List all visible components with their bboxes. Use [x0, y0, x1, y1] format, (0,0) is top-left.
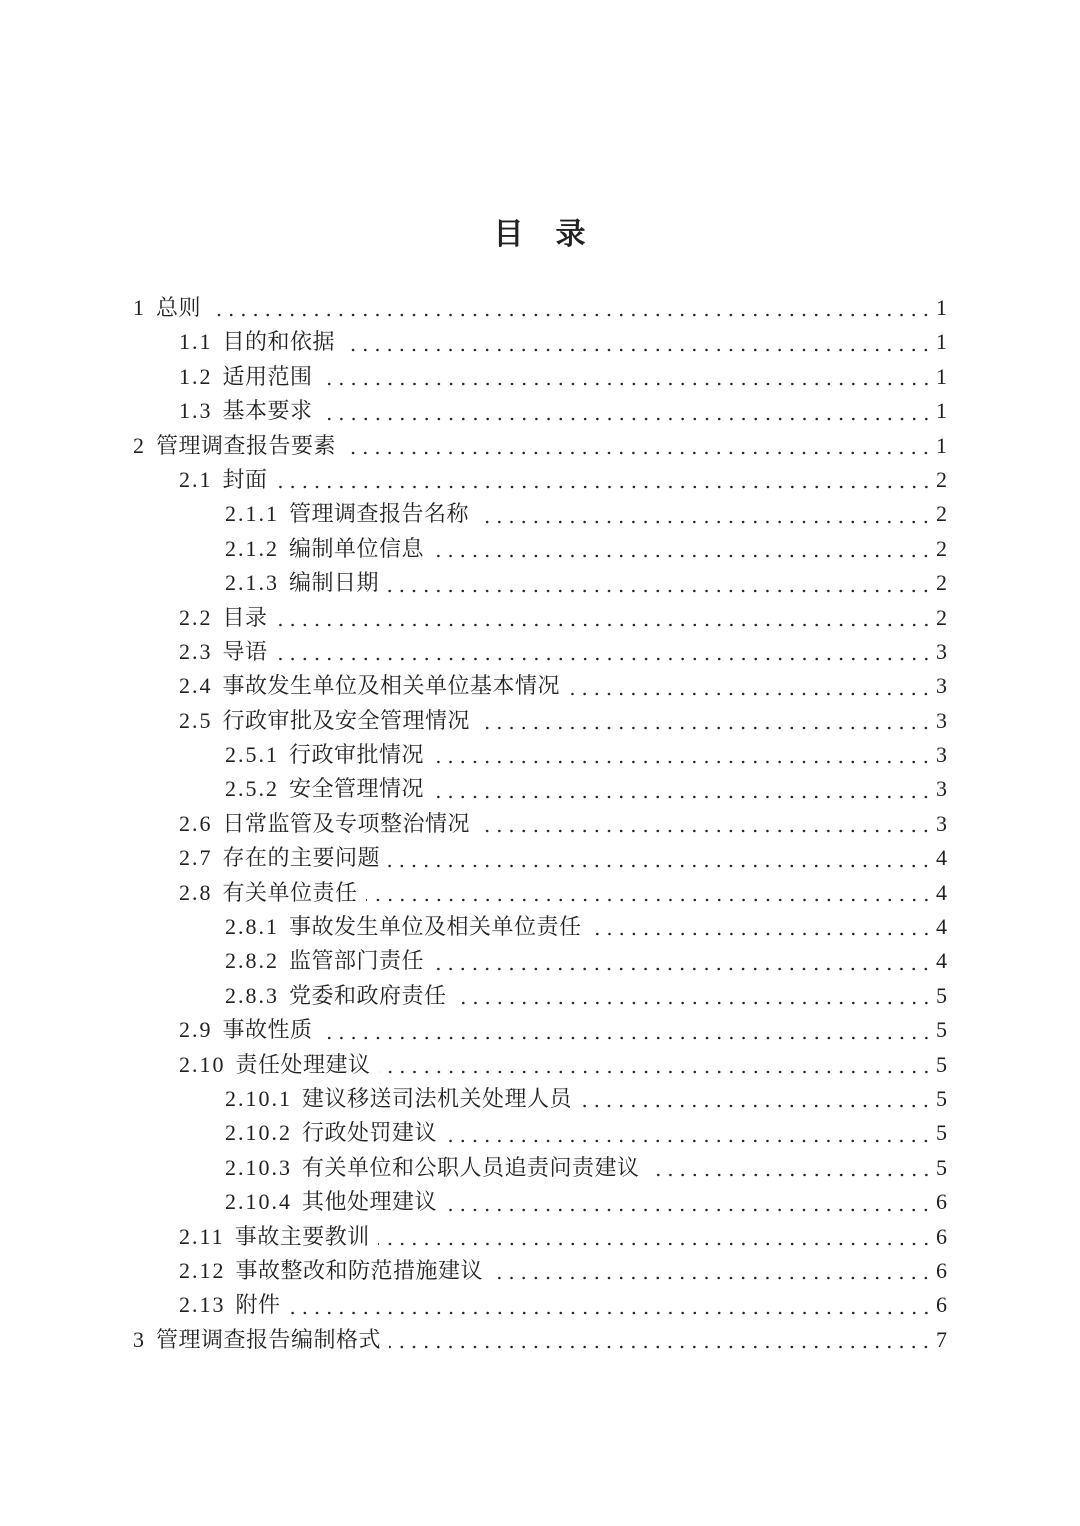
toc-entry — [133, 979, 947, 1013]
dot-leader-icon — [276, 657, 932, 661]
dot-leader-icon — [477, 520, 932, 524]
toc-entry-title: 导语 — [222, 638, 268, 664]
toc-entry-number: 2.8 — [179, 879, 213, 905]
dot-leader-icon — [568, 692, 932, 696]
toc-entry-number: 2.1.1 — [225, 501, 279, 527]
toc-entry — [133, 635, 947, 669]
toc-entry — [133, 601, 947, 635]
toc-entry — [133, 876, 947, 910]
toc-entry-title: 事故性质 — [222, 1017, 313, 1043]
toc-entry-title: 行政处罚建议 — [302, 1120, 438, 1146]
toc-entry-page: 6 — [936, 1257, 947, 1283]
toc-entry-number: 2.1.2 — [225, 535, 279, 561]
toc-entry-number: 2.4 — [179, 673, 213, 699]
toc-entry-number: 1.3 — [179, 398, 213, 424]
toc-entry — [133, 429, 947, 463]
dot-leader-icon — [445, 1208, 932, 1212]
toc-entry — [133, 497, 947, 531]
toc-entry-page: 2 — [936, 570, 947, 596]
dot-leader-icon — [276, 623, 932, 627]
toc-entry-title: 建议移送司法机关处理人员 — [302, 1085, 573, 1111]
toc-entry — [133, 1254, 947, 1288]
dot-leader-icon — [590, 932, 932, 936]
toc-entry-number: 2.5.2 — [225, 776, 279, 802]
dot-leader-icon — [379, 1070, 932, 1074]
toc-entry — [133, 704, 947, 738]
toc-entry-number: 2.2 — [179, 604, 213, 630]
toc-entry-number: 2.3 — [179, 638, 213, 664]
toc-entry — [133, 566, 947, 600]
toc-entry-title: 事故发生单位及相关单位责任 — [289, 914, 582, 940]
dot-leader-icon — [445, 1139, 932, 1143]
toc-entry-number: 2.6 — [179, 810, 213, 836]
toc-entry-page: 1 — [936, 398, 947, 424]
dot-leader-icon — [366, 898, 932, 902]
dot-leader-icon — [432, 760, 932, 764]
toc-entry — [133, 1116, 947, 1150]
toc-entry — [133, 291, 947, 325]
toc-entry-number: 2.8.3 — [225, 982, 279, 1008]
dot-leader-icon — [455, 1001, 932, 1005]
toc-entry-title: 目录 — [222, 604, 268, 630]
toc-entry-title: 安全管理情况 — [289, 776, 425, 802]
dot-leader-icon — [321, 1036, 932, 1040]
toc-entry-page: 6 — [936, 1189, 947, 1215]
toc-entry — [133, 1220, 947, 1254]
dot-leader-icon — [289, 1311, 932, 1315]
toc-entry-number: 2.13 — [179, 1292, 226, 1318]
toc-entry-page: 3 — [936, 810, 947, 836]
toc-entry-page: 1 — [936, 432, 947, 458]
toc-entry-page: 7 — [936, 1326, 947, 1352]
dot-leader-icon — [432, 554, 932, 558]
toc-entry — [133, 1048, 947, 1082]
toc-entry-page: 2 — [936, 466, 947, 492]
toc-entry-page: 2 — [936, 535, 947, 561]
dot-leader-icon — [580, 1104, 932, 1108]
toc-entry-number: 2.10.4 — [225, 1189, 292, 1215]
toc-entry — [133, 1288, 947, 1322]
toc-entry — [133, 394, 947, 428]
toc-entry-title: 管理调查报告名称 — [289, 501, 470, 527]
toc-entry-number: 2.10.1 — [225, 1085, 292, 1111]
toc-entry-title: 总则 — [156, 295, 202, 320]
toc-entry-page: 5 — [936, 1085, 947, 1111]
toc-entry — [133, 532, 947, 566]
toc-entry-number: 2.10.3 — [225, 1154, 292, 1180]
toc-entry-title: 存在的主要问题 — [222, 845, 381, 871]
toc-entry-title: 事故整改和防范措施建议 — [235, 1257, 484, 1283]
toc-entry-number: 1.2 — [179, 363, 213, 389]
toc-entry-number: 2.9 — [179, 1017, 213, 1043]
dot-leader-icon — [344, 451, 932, 455]
toc-entry-number: 2.7 — [179, 845, 213, 871]
toc-entry-title: 管理调查报告编制格式 — [156, 1326, 382, 1352]
toc-entry-page: 2 — [936, 604, 947, 630]
toc-entry-number: 2.5.1 — [225, 742, 279, 768]
toc-entry-number: 2.11 — [179, 1223, 225, 1249]
toc-entry-number: 2.12 — [179, 1257, 226, 1283]
toc-entry — [133, 910, 947, 944]
dot-leader-icon — [648, 1173, 932, 1177]
toc-entry — [133, 463, 947, 497]
dot-leader-icon — [432, 795, 932, 799]
toc-entry-page: 4 — [936, 914, 947, 940]
page-title: 目 录 — [493, 218, 587, 251]
toc-entry-page: 1 — [936, 329, 947, 355]
toc-entry-page: 4 — [936, 879, 947, 905]
toc-entry-title: 事故发生单位及相关单位基本情况 — [222, 673, 561, 699]
toc-entry-page: 5 — [936, 1051, 947, 1077]
toc-entry-title: 目的和依据 — [222, 329, 336, 355]
dot-leader-icon — [276, 485, 932, 489]
dot-leader-icon — [378, 1242, 932, 1246]
toc-entry-title: 封面 — [222, 466, 268, 492]
toc-entry-page: 1 — [936, 295, 947, 320]
toc-entry-number: 3 — [133, 1326, 146, 1352]
toc-entry-title: 适用范围 — [222, 363, 313, 389]
toc-entry-number: 2.10 — [179, 1051, 226, 1077]
toc-entry-title: 责任处理建议 — [235, 1051, 371, 1077]
toc-entry-title: 编制日期 — [289, 570, 380, 596]
toc-entry-number: 2.1 — [179, 466, 213, 492]
toc-entry-title: 管理调查报告要素 — [156, 432, 337, 458]
toc-entry-number: 2.10.2 — [225, 1120, 292, 1146]
toc-entry-title: 党委和政府责任 — [289, 982, 447, 1008]
toc-entry-title: 其他处理建议 — [302, 1189, 438, 1215]
toc-entry-title: 基本要求 — [222, 398, 313, 424]
toc-entry — [133, 1323, 947, 1357]
toc-entry-title: 日常监管及专项整治情况 — [222, 810, 471, 836]
dot-leader-icon — [343, 348, 932, 352]
dot-leader-icon — [389, 1345, 932, 1349]
toc-entry-number: 2.8.2 — [225, 948, 279, 974]
dot-leader-icon — [491, 1276, 932, 1280]
toc-entry-page: 5 — [936, 1120, 947, 1146]
toc-entry-number: 2.5 — [179, 707, 213, 733]
toc-entry-page: 5 — [936, 1017, 947, 1043]
toc-entry-page: 2 — [936, 501, 947, 527]
table-of-contents — [133, 291, 947, 1357]
toc-entry — [133, 772, 947, 806]
toc-entry-page: 5 — [936, 982, 947, 1008]
dot-leader-icon — [209, 313, 932, 317]
toc-entry-page: 3 — [936, 707, 947, 733]
toc-entry-number: 2.8.1 — [225, 914, 279, 940]
dot-leader-icon — [387, 589, 932, 593]
toc-entry — [133, 1013, 947, 1047]
toc-entry-number: 2.1.3 — [225, 570, 279, 596]
toc-entry-title: 事故主要教训 — [234, 1223, 370, 1249]
toc-entry-page: 5 — [936, 1154, 947, 1180]
dot-leader-icon — [388, 864, 932, 868]
toc-entry — [133, 807, 947, 841]
toc-entry-page: 3 — [936, 673, 947, 699]
toc-entry-page: 1 — [936, 363, 947, 389]
toc-entry-page: 3 — [936, 776, 947, 802]
toc-entry-title: 行政审批情况 — [289, 742, 425, 768]
toc-entry-title: 编制单位信息 — [289, 535, 425, 561]
toc-entry — [133, 841, 947, 875]
toc-entry-page: 6 — [936, 1292, 947, 1318]
toc-entry-number: 1 — [133, 295, 146, 320]
toc-entry — [133, 360, 947, 394]
toc-entry-page: 6 — [936, 1223, 947, 1249]
toc-entry — [133, 1151, 947, 1185]
dot-leader-icon — [478, 726, 932, 730]
toc-entry-title: 有关单位责任 — [222, 879, 358, 905]
toc-entry — [133, 1082, 947, 1116]
toc-entry-number: 1.1 — [179, 329, 213, 355]
toc-entry-number: 2 — [133, 432, 146, 458]
toc-entry-page: 4 — [936, 845, 947, 871]
toc-entry-title: 监管部门责任 — [289, 948, 425, 974]
toc-entry — [133, 944, 947, 978]
dot-leader-icon — [321, 382, 932, 386]
toc-entry-page: 4 — [936, 948, 947, 974]
toc-entry-title: 附件 — [235, 1292, 281, 1318]
dot-leader-icon — [478, 829, 932, 833]
toc-entry — [133, 669, 947, 703]
dot-leader-icon — [432, 967, 932, 971]
toc-entry — [133, 738, 947, 772]
toc-entry — [133, 325, 947, 359]
toc-entry-page: 3 — [936, 638, 947, 664]
toc-entry-page: 3 — [936, 742, 947, 768]
toc-entry — [133, 1185, 947, 1219]
toc-entry-title: 有关单位和公职人员追责问责建议 — [302, 1154, 640, 1180]
dot-leader-icon — [321, 417, 932, 421]
toc-entry-title: 行政审批及安全管理情况 — [222, 707, 471, 733]
